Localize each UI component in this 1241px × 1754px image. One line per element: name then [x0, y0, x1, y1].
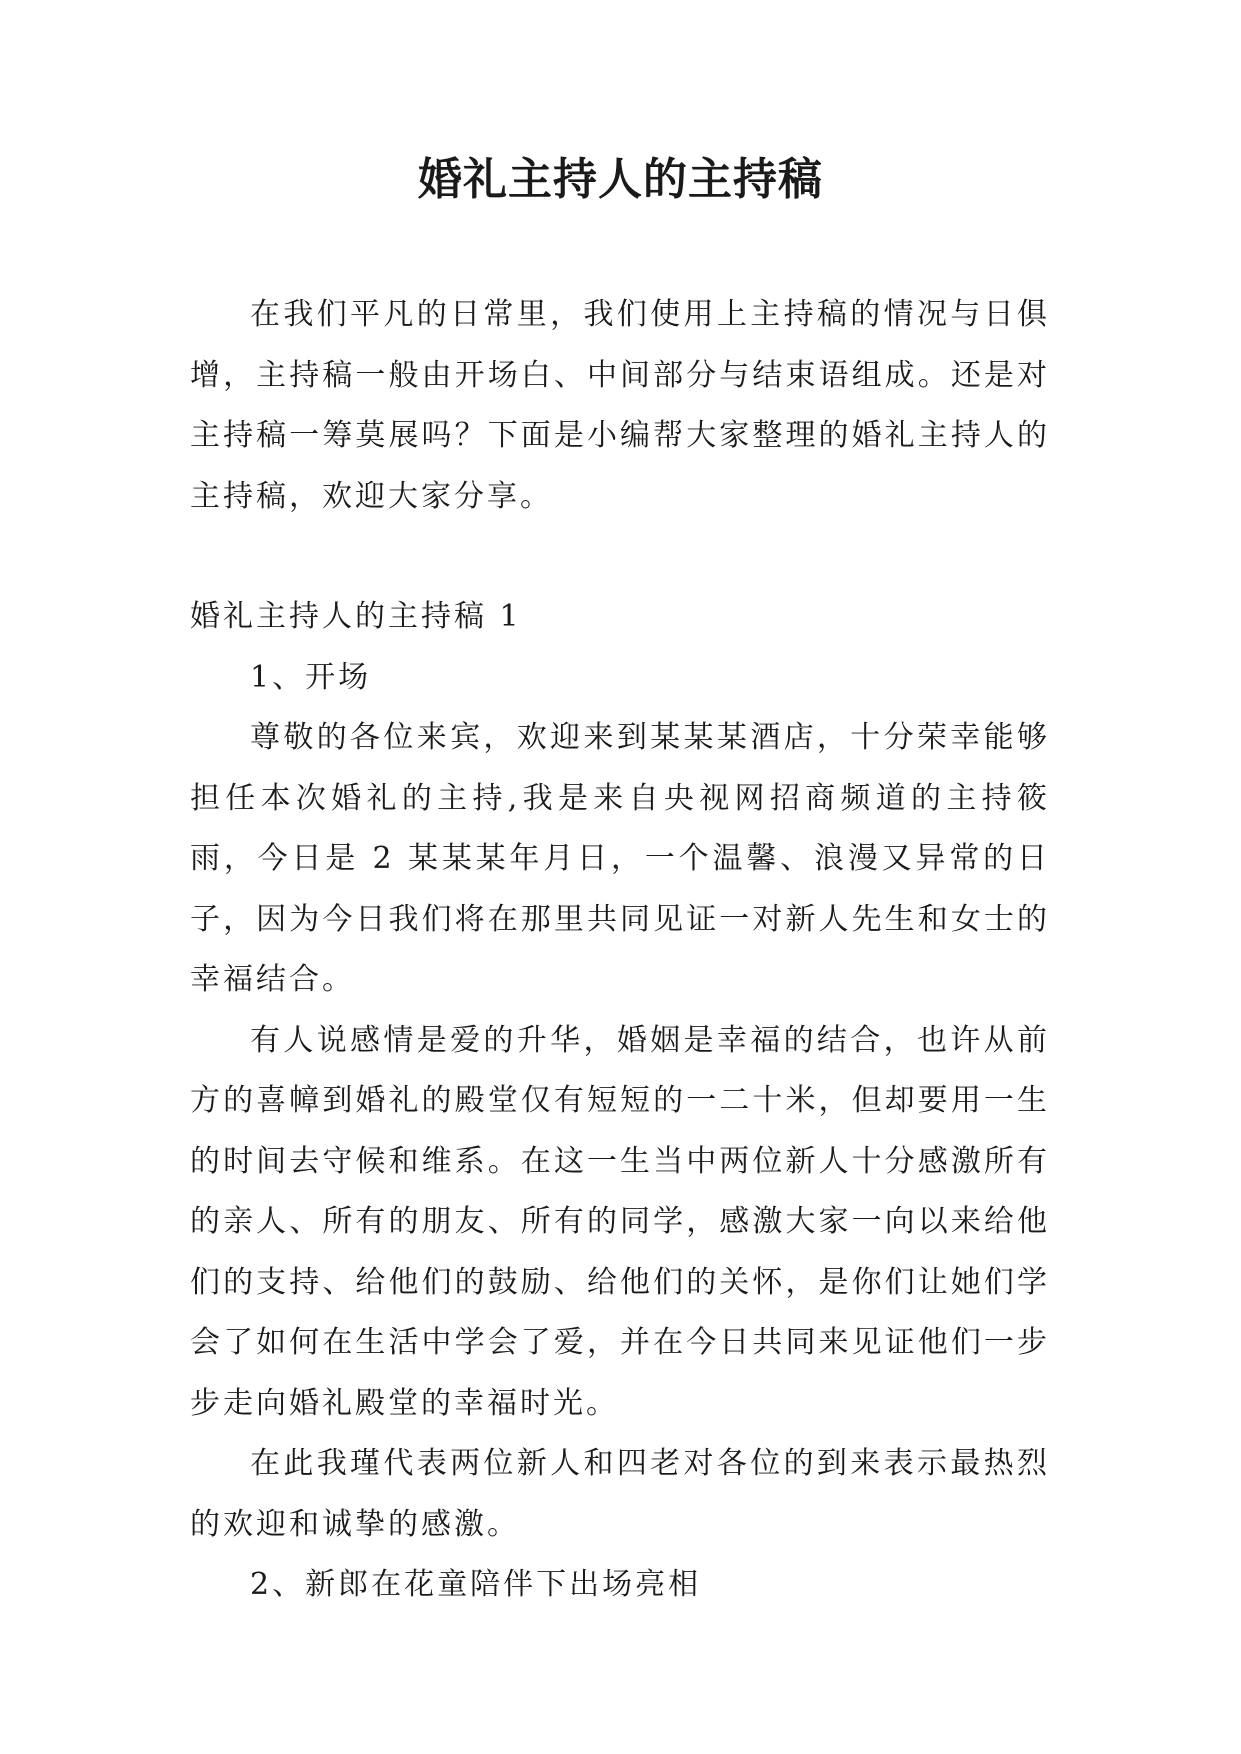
body-paragraph-2: 有人说感情是爱的升华，婚姻是幸福的结合，也许从前方的喜幛到婚礼的殿堂仅有短短的一二十米，但却要用一生的时间去守候和维系。在这一生当中两位新人十分感激所有的亲人、所有的朋友、所有的同学，感激大家一向以来给他们的支持、给他们的鼓励、给他们的关怀，是你们让她们学会了如何在生活中学会了爱，并在今日共同来见证他们一步步走向婚礼殿堂的幸福时光。 [190, 1022, 1050, 1421]
document-body [190, 285, 1050, 1616]
subheading-groom-entrance: 2、新郎在花童陪伴下出场亮相 [250, 1567, 702, 1602]
section-heading: 婚礼主持人的主持稿 1 [190, 599, 522, 634]
subheading-opening: 1、开场 [250, 659, 372, 695]
body-paragraph-1: 尊敬的各位来宾，欢迎来到某某某酒店，十分荣幸能够担任本次婚礼的主持,我是来自央视网招商频道的主持筱雨，今日是 2 某某某年月日，一个温馨、浪漫又异常的日子，因为今日我们将在那里共同见证一对新人先生和女士的幸福结合。 [190, 720, 1050, 997]
intro-paragraph: 在我们平凡的日常里，我们使用上主持稿的情况与日俱增，主持稿一般由开场白、中间部分与结束语组成。还是对主持稿一筹莫展吗？下面是小编帮大家整理的婚礼主持人的主持稿，欢迎大家分享。 [190, 297, 1050, 514]
paragraph-spacer [190, 527, 1050, 587]
document-title: 婚礼主持人的主持稿 [418, 154, 823, 205]
body-paragraph-3: 在此我瑾代表两位新人和四老对各位的到来表示最热烈的欢迎和诚挚的感激。 [190, 1446, 1050, 1542]
